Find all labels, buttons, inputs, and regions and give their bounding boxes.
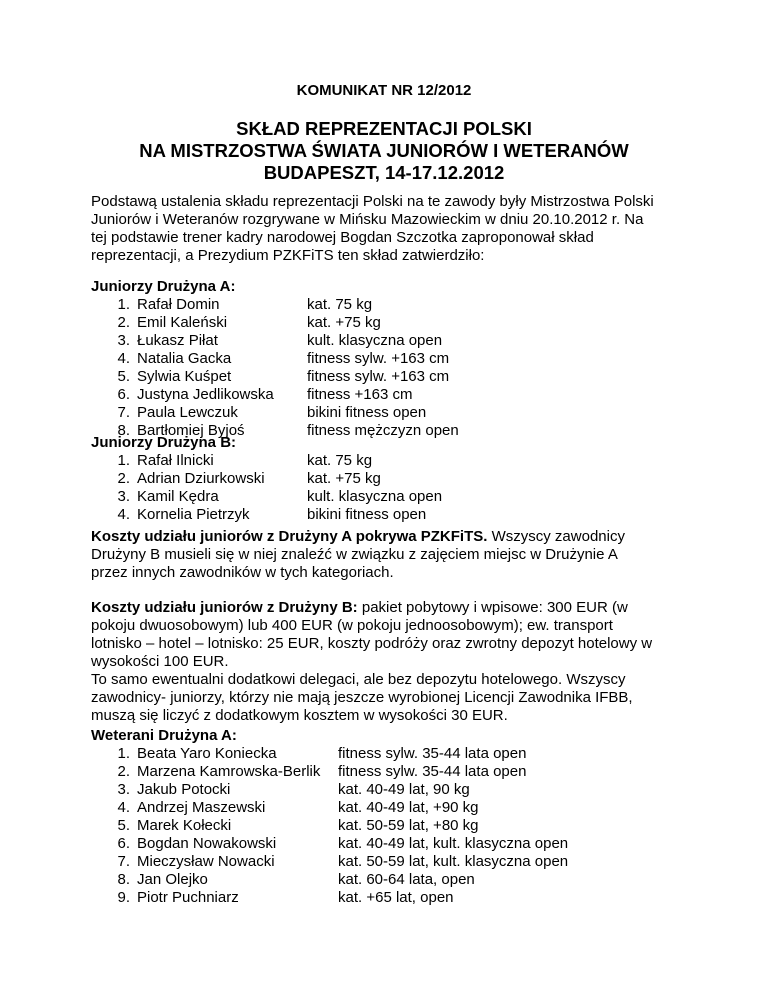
athlete-name: Adrian Dziurkowski bbox=[137, 470, 265, 487]
athlete-name: Beata Yaro Koniecka bbox=[137, 745, 277, 762]
athlete-category: kat. 40-49 lat, 90 kg bbox=[338, 781, 470, 798]
roster-row bbox=[91, 368, 459, 386]
row-number: 7. bbox=[117, 404, 130, 421]
athlete-category: fitness sylw. +163 cm bbox=[307, 368, 450, 385]
athlete-name: Sylwia Kuśpet bbox=[137, 368, 232, 385]
costs-line bbox=[91, 599, 691, 617]
costs-b-rest: pakiet pobytowy i wpisowe: 300 EUR (w bbox=[357, 599, 628, 616]
athlete-category: kat. 50-59 lat, +80 kg bbox=[338, 817, 479, 834]
athlete-category: fitness sylw. 35-44 lata open bbox=[338, 763, 527, 780]
costs-b-bold: Koszty udziału juniorów z Drużyny B: bbox=[91, 599, 358, 616]
athlete-category: kat. +75 kg bbox=[307, 470, 381, 487]
roster-row bbox=[91, 871, 568, 889]
athlete-name: Rafał Ilnicki bbox=[137, 452, 214, 469]
costs-a-rest: Wszyscy zawodnicy bbox=[487, 528, 625, 545]
athlete-category: kat. 40-49 lat, +90 kg bbox=[338, 799, 479, 816]
costs-team-a-paragraph bbox=[91, 528, 691, 582]
athlete-category: kat. 40-49 lat, kult. klasyczna open bbox=[338, 835, 569, 852]
row-number: 2. bbox=[117, 470, 130, 487]
roster-row bbox=[91, 853, 568, 871]
row-number: 8. bbox=[117, 871, 130, 888]
row-number: 1. bbox=[117, 452, 130, 469]
athlete-name: Kamil Kędra bbox=[137, 488, 219, 505]
athlete-name: Emil Kaleński bbox=[137, 314, 228, 331]
title-line-2: NA MISTRZOSTWA ŚWIATA JUNIORÓW I WETERANÓW bbox=[139, 140, 629, 161]
row-number: 8. bbox=[117, 422, 130, 439]
athlete-category: fitness +163 cm bbox=[307, 386, 413, 403]
row-number: 2. bbox=[117, 763, 130, 780]
roster-row bbox=[91, 314, 459, 332]
title-line-1: SKŁAD REPREZENTACJI POLSKI bbox=[236, 118, 532, 139]
costs-line: Drużyny B musieli się w niej znaleźć w związku z zajęciem miejsc w Drużynie A bbox=[91, 546, 618, 563]
row-number: 3. bbox=[117, 488, 130, 505]
athlete-category: bikini fitness open bbox=[307, 506, 427, 523]
roster-row bbox=[91, 332, 459, 350]
title-line-3: BUDAPESZT, 14-17.12.2012 bbox=[263, 162, 505, 183]
roster-row bbox=[91, 470, 442, 488]
athlete-name: Kornelia Pietrzyk bbox=[137, 506, 250, 523]
athlete-category: kult. klasyczna open bbox=[307, 332, 443, 349]
roster-row bbox=[91, 296, 459, 314]
row-number: 6. bbox=[117, 386, 130, 403]
intro-line: Juniorów i Weteranów rozgrywane w Mińsku Mazowieckim w dniu 20.10.2012 r. Na bbox=[91, 211, 644, 228]
athlete-name: Jan Olejko bbox=[137, 871, 208, 888]
roster-row bbox=[91, 835, 568, 853]
athlete-category: fitness sylw. 35-44 lata open bbox=[338, 745, 527, 762]
athlete-name: Mieczysław Nowacki bbox=[137, 853, 275, 870]
row-number: 9. bbox=[117, 889, 130, 906]
costs-team-b-paragraph bbox=[91, 599, 691, 725]
row-number: 5. bbox=[117, 368, 130, 385]
athlete-name: Justyna Jedlikowska bbox=[137, 386, 274, 403]
roster-row bbox=[91, 799, 568, 817]
athlete-category: kult. klasyczna open bbox=[307, 488, 443, 505]
juniors-team-b-heading: Juniorzy Drużyna B: bbox=[91, 434, 237, 451]
row-number: 1. bbox=[117, 296, 130, 313]
athlete-name: Paula Lewczuk bbox=[137, 404, 238, 421]
athlete-name: Łukasz Piłat bbox=[137, 332, 218, 349]
athlete-category: kat. 50-59 lat, kult. klasyczna open bbox=[338, 853, 569, 870]
costs-line: przez innych zawodników w tych kategoriach. bbox=[91, 564, 394, 581]
roster-row bbox=[91, 404, 459, 422]
roster-row bbox=[91, 488, 442, 506]
athlete-name: Piotr Puchniarz bbox=[137, 889, 239, 906]
costs-line bbox=[91, 528, 691, 546]
costs-line: To samo ewentualni dodatkowi delegaci, ale bez depozytu hotelowego. Wszyscy bbox=[91, 671, 626, 688]
roster-row bbox=[91, 386, 459, 404]
row-number: 4. bbox=[117, 350, 130, 367]
veterans-team-a-heading: Weterani Drużyna A: bbox=[91, 727, 237, 744]
costs-a-bold: Koszty udziału juniorów z Drużyny A pokrywa PZKFiTS. bbox=[91, 528, 488, 545]
row-number: 3. bbox=[117, 332, 130, 349]
roster-row bbox=[91, 781, 568, 799]
roster-row bbox=[91, 506, 442, 524]
veterans-team-a bbox=[91, 727, 568, 907]
athlete-name: Bartłomiej Byjoś bbox=[137, 422, 245, 439]
row-number: 2. bbox=[117, 314, 130, 331]
costs-line: wysokości 100 EUR. bbox=[91, 653, 229, 670]
roster-row bbox=[91, 817, 568, 835]
athlete-category: kat. 60-64 lata, open bbox=[338, 871, 475, 888]
row-number: 5. bbox=[117, 817, 130, 834]
athlete-category: fitness sylw. +163 cm bbox=[307, 350, 450, 367]
athlete-name: Bogdan Nowakowski bbox=[137, 835, 277, 852]
intro-line: tej podstawie trener kadry narodowej Bogdan Szczotka zaproponował skład bbox=[91, 229, 594, 246]
athlete-name: Rafał Domin bbox=[137, 296, 220, 313]
juniors-team-a bbox=[91, 278, 459, 440]
athlete-category: kat. 75 kg bbox=[307, 296, 373, 313]
roster-row bbox=[91, 889, 568, 907]
athlete-category: bikini fitness open bbox=[307, 404, 427, 421]
athlete-name: Natalia Gacka bbox=[137, 350, 232, 367]
costs-line: lotnisko – hotel – lotnisko: 25 EUR, koszty podróży oraz zwrotny depozyt hotelowy w bbox=[91, 635, 653, 652]
row-number: 7. bbox=[117, 853, 130, 870]
intro-paragraph bbox=[91, 193, 691, 265]
intro-line: Podstawą ustalenia składu reprezentacji Polski na te zawody były Mistrzostwa Polski bbox=[91, 193, 654, 210]
athlete-category: fitness mężczyzn open bbox=[307, 422, 459, 439]
athlete-name: Jakub Potocki bbox=[137, 781, 231, 798]
juniors-team-a-heading: Juniorzy Drużyna A: bbox=[91, 278, 236, 295]
costs-line: zawodnicy- juniorzy, którzy nie mają jeszcze wyrobionej Licencji Zawodnika IFBB, bbox=[91, 689, 633, 706]
row-number: 1. bbox=[117, 745, 130, 762]
roster-row bbox=[91, 745, 568, 763]
athlete-name: Marek Kołecki bbox=[137, 817, 232, 834]
roster-row bbox=[91, 350, 459, 368]
row-number: 3. bbox=[117, 781, 130, 798]
juniors-team-b bbox=[91, 434, 442, 524]
costs-line: pokoju dwuosobowym) lub 400 EUR (w pokoju jednoosobowym); ew. transport bbox=[91, 617, 613, 634]
row-number: 4. bbox=[117, 506, 130, 523]
athlete-name: Marzena Kamrowska-Berlik bbox=[137, 763, 321, 780]
row-number: 4. bbox=[117, 799, 130, 816]
athlete-name: Andrzej Maszewski bbox=[137, 799, 266, 816]
athlete-category: kat. 75 kg bbox=[307, 452, 373, 469]
athlete-category: kat. +65 lat, open bbox=[338, 889, 454, 906]
announcement-number: KOMUNIKAT NR 12/2012 bbox=[296, 82, 472, 99]
row-number: 6. bbox=[117, 835, 130, 852]
athlete-category: kat. +75 kg bbox=[307, 314, 381, 331]
intro-line: reprezentacji, a Prezydium PZKFiTS ten skład zatwierdziło: bbox=[91, 247, 485, 264]
roster-row bbox=[91, 763, 568, 781]
costs-line: muszą się liczyć z dodatkowym kosztem w wysokości 30 EUR. bbox=[91, 707, 508, 724]
roster-row bbox=[91, 452, 442, 470]
